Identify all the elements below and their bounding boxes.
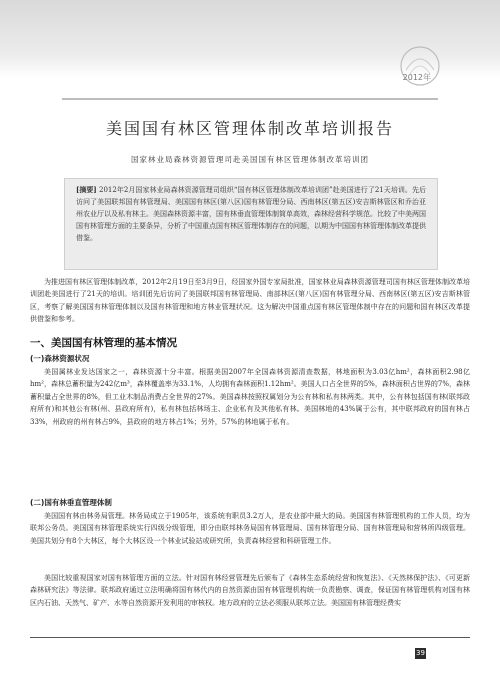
abstract-text: 2012年2月国家林业局森林资源管理司组织“国有林区管理体制改革培训团”赴美国进行了21天培训。先后访问了美国联邦国有林管理局、美国国有林区(第八区)国有林管理分局、西南林区(第五区)安吉斯林管区和乔治亚州农业厅以及私有林主。美国森林资源丰富，国有林垂直管理体制简单高效，森林经营科学规范。比较了中美两国国有林管理方面的主要条异，分析了中国重点国有林区管理体制存在的问题，以期为中国国有林管理体制改革提供借鉴。: [76, 186, 426, 242]
page-number: 39: [416, 649, 425, 657]
management-paragraph-1: 美国国有林由林务局管理。林务局成立于1905年，该系统有职员3.2万人，是农业部中最大的局。美国国有林管理机构的工作人员，均为联邦公务员。美国国有林管理系统实行四级分级管理，即分由联邦林务局国有林管理局、国有林管理分局、国有林管理局和营林所四级管理。美国共划分有8个大林区，每个大林区设一个林业试验站或研究所，负责森林经营和科研管理工作。: [30, 512, 470, 545]
section-heading: 一、美国国有林管理的基本情况: [30, 337, 177, 349]
article-title: 美国国有林区管理体制改革培训报告: [105, 119, 394, 138]
article-author: 国家林业局森林资源管理司赴美国国有林区管理体制改革培训团: [131, 155, 369, 164]
intro-paragraph: 为推进国有林区管理体制改革，2012年2月19日至3月9日，经国家外国专家局批准，国家林业局森林资源管理司国有林区管理体制改革培训团赴美国进行了21天的培训。培训团先后访问了美国联邦国有林管理局、南部林区(第八区)国有林管理分局、西南林区(第五区)安吉斯林管区，考察了解美国国有林管理体制以及国有林管理和地方林业管理状况。这为解决中国重点国有林区管理体制中存在的问题和国有林区改革提供借鉴和参考。: [30, 278, 470, 324]
header-rule: [62, 98, 438, 100]
subsection-heading-management: (二)国有林垂直管理体制: [30, 498, 112, 507]
abstract-label: [摘要]: [76, 185, 97, 194]
abstract: [76, 184, 426, 244]
subsection-heading-resources: (一)森林资源状况: [30, 354, 90, 363]
management-paragraph-2: 美国比较重视国家对国有林管理方面的立法。针对国有林经营管理先后颁布了《森林生态系统经营和恢复法》、《天然林保护法》、《可更新森林研究法》等法律。联邦政府通过立法明确将国有林代内的自然资源由国有林管理机构统一负责勘察、调查，保证国有林管理机构对国有林区内石油、天然气、矿产、水等自然资源开发利用的审核权。地方政府的立法必须服从联邦立法。美国国有林管理经费实: [30, 574, 470, 607]
year-label: 2012年: [402, 73, 431, 82]
footer-rule: [30, 637, 470, 638]
resources-paragraph: 美国属林业发达国家之一，森林资源十分丰富。根据美国2007年全国森林资源清查数据，林地面积为3.03亿hm²，森林面积2.98亿hm²，森林总蓄积量为242亿m³，森林覆盖率为33.1%，人均拥有森林面积1.12hm²。美国人口占全世界的5%，森林面积占世界的7%，森林蓄积量占全世界的8%，但工业木制品消费占全世界的27%。美国森林按照权属划分为公有林和私有林两类。其中，公有林包括国有林(联邦政府所有)和其他公有林(州、县政府所有)，私有林包括林场主、企业私有及其他私有林。美国林地的43%属于公有，其中联邦政府的国有林占33%，州政府的州有林占9%，县政府的地方林占1%；另外，57%的林地属于私有。: [30, 368, 470, 426]
